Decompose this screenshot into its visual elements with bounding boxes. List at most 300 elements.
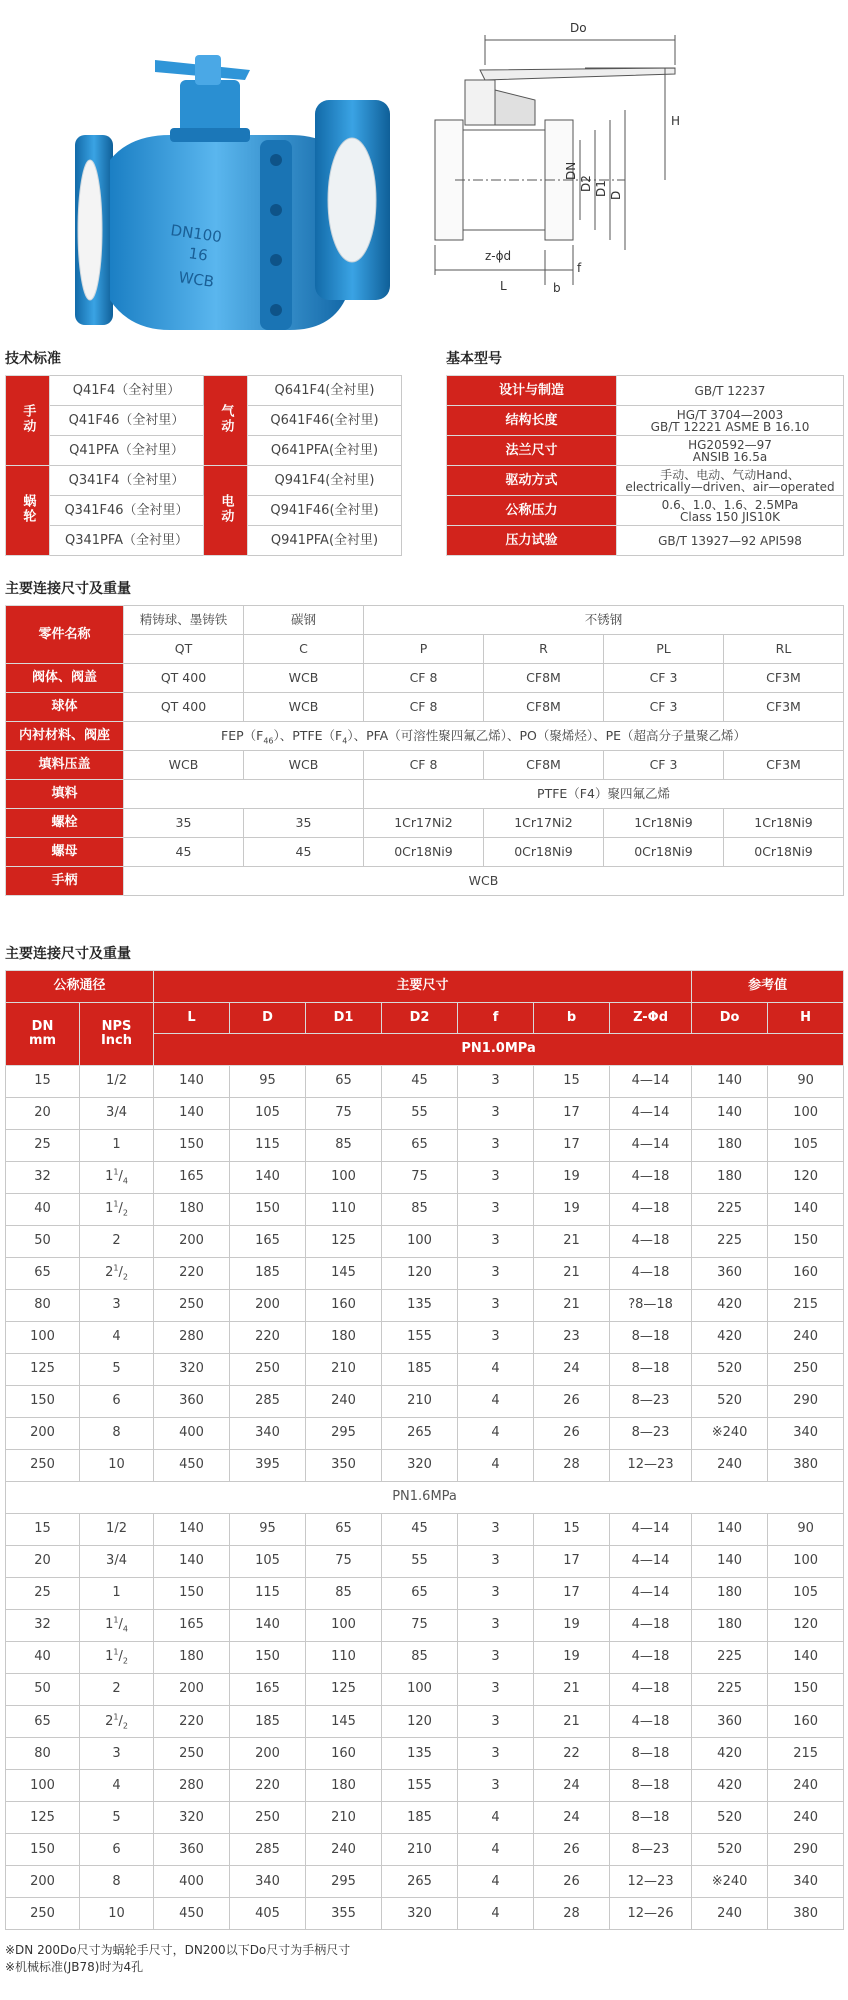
nps-whole: 3/4 bbox=[106, 1105, 127, 1121]
material-cell: 1Cr18Ni9 bbox=[724, 809, 844, 838]
dim-cell: 285 bbox=[230, 1385, 306, 1417]
dim-cell: 135 bbox=[382, 1289, 458, 1321]
nps-value: $1^1/_4$ bbox=[105, 1616, 128, 1635]
handle-label: 手柄 bbox=[6, 867, 124, 896]
nps-frac-den: 4 bbox=[122, 1625, 128, 1635]
dim-cell: 28 bbox=[534, 1449, 610, 1481]
table-row bbox=[6, 376, 402, 406]
dim-cell: 95 bbox=[230, 1065, 306, 1097]
dim-cell: 90 bbox=[768, 1065, 844, 1097]
table-row bbox=[6, 1545, 844, 1577]
dim-cell: 12—23 bbox=[610, 1865, 692, 1897]
grade-code: QT bbox=[124, 635, 244, 664]
dim-cell: 26 bbox=[534, 1385, 610, 1417]
nps-cell bbox=[80, 1577, 154, 1609]
dn-cell: 50 bbox=[6, 1225, 80, 1257]
material-cell: 1Cr17Ni2 bbox=[364, 809, 484, 838]
nps-whole: 1 bbox=[105, 1169, 114, 1185]
nps-value bbox=[112, 1361, 120, 1376]
nps-value bbox=[106, 1521, 127, 1536]
dim-cell: 360 bbox=[692, 1705, 768, 1737]
dim-cell: 150 bbox=[768, 1673, 844, 1705]
dim-cell: 21 bbox=[534, 1705, 610, 1737]
dim-cell: 180 bbox=[306, 1769, 382, 1801]
dim-cell: 160 bbox=[768, 1257, 844, 1289]
dim-cell: 150 bbox=[230, 1641, 306, 1673]
table-row bbox=[6, 1769, 844, 1801]
dim-cell: 180 bbox=[692, 1161, 768, 1193]
dim-cell: 100 bbox=[306, 1609, 382, 1641]
dim-cell: 400 bbox=[154, 1417, 230, 1449]
dim-col-header: L bbox=[154, 1002, 230, 1034]
nps-cell bbox=[80, 1065, 154, 1097]
dim-cell: 140 bbox=[230, 1609, 306, 1641]
label-D1: D1 bbox=[594, 180, 608, 197]
dim-cell: 360 bbox=[692, 1257, 768, 1289]
cast-pn-text: 16 bbox=[187, 244, 209, 265]
table-row bbox=[6, 1225, 844, 1257]
dn-cell: 40 bbox=[6, 1193, 80, 1225]
nps-value bbox=[112, 1842, 120, 1857]
dim-cell: 19 bbox=[534, 1641, 610, 1673]
grade-code: C bbox=[244, 635, 364, 664]
dim-cell: 395 bbox=[230, 1449, 306, 1481]
model-cell: Q41PFA（全衬里） bbox=[50, 436, 204, 466]
table-row bbox=[6, 1002, 844, 1034]
spec-value bbox=[617, 526, 844, 556]
nps-value: $1^1/_2$ bbox=[105, 1199, 128, 1218]
dim-cell: 220 bbox=[154, 1257, 230, 1289]
dim-cell: 21 bbox=[534, 1289, 610, 1321]
dim-cell: 420 bbox=[692, 1737, 768, 1769]
dim-cell: 155 bbox=[382, 1321, 458, 1353]
table-row bbox=[6, 1897, 844, 1929]
dim-cell: 4—18 bbox=[610, 1609, 692, 1641]
dim-cell: ※240 bbox=[692, 1417, 768, 1449]
label-zd: z-ϕd bbox=[485, 249, 512, 263]
dim-cell: 240 bbox=[306, 1833, 382, 1865]
dim-cell: 355 bbox=[306, 1897, 382, 1929]
table-row bbox=[6, 693, 844, 722]
dim-cell: 185 bbox=[230, 1257, 306, 1289]
tech-standard-title: 技术标准 bbox=[5, 351, 61, 367]
nps-cell bbox=[80, 1897, 154, 1929]
table-row bbox=[6, 780, 844, 809]
nps-cell bbox=[80, 1705, 154, 1737]
nps-value bbox=[112, 1137, 120, 1152]
dim-cell: 180 bbox=[154, 1193, 230, 1225]
dim-cell: 4 bbox=[458, 1801, 534, 1833]
dim-cell: 145 bbox=[306, 1705, 382, 1737]
dn-cell: 150 bbox=[6, 1385, 80, 1417]
nps-cell bbox=[80, 1673, 154, 1705]
dim-cell: 380 bbox=[768, 1897, 844, 1929]
dim-cell: 360 bbox=[154, 1385, 230, 1417]
dim-cell: 140 bbox=[692, 1513, 768, 1545]
dim-cell: 4—18 bbox=[610, 1161, 692, 1193]
dim-cell: 85 bbox=[306, 1577, 382, 1609]
lining-value: $FEP(F_{46})$、$PTFE(F_4)$、PFA（可溶性聚四氟乙烯）、PO（聚烯烃）、PE（超高分子量聚乙烯） bbox=[124, 722, 844, 751]
dim-col-header: D2 bbox=[382, 1002, 458, 1034]
dim-cell: 17 bbox=[534, 1577, 610, 1609]
dim-cell: 140 bbox=[692, 1097, 768, 1129]
dim-cell: 295 bbox=[306, 1865, 382, 1897]
pn16-header: PN1.6MPa bbox=[6, 1481, 844, 1513]
model-cell: Q641F46(全衬里) bbox=[248, 406, 402, 436]
dim-cell: 24 bbox=[534, 1801, 610, 1833]
dim-cell: 8—18 bbox=[610, 1353, 692, 1385]
dim-cell: 220 bbox=[230, 1769, 306, 1801]
dim-cell: 4—14 bbox=[610, 1065, 692, 1097]
dim-cell: 285 bbox=[230, 1833, 306, 1865]
dim-cell: 225 bbox=[692, 1225, 768, 1257]
dim-cell: 200 bbox=[230, 1289, 306, 1321]
dim-cell: 55 bbox=[382, 1545, 458, 1577]
dim-cell: 140 bbox=[230, 1161, 306, 1193]
dim-cell: 8—18 bbox=[610, 1769, 692, 1801]
dim-cell: 100 bbox=[382, 1673, 458, 1705]
dim-cell: 22 bbox=[534, 1737, 610, 1769]
material-cell: QT 400 bbox=[124, 664, 244, 693]
dim-cell: 3 bbox=[458, 1193, 534, 1225]
dim-cell: 225 bbox=[692, 1673, 768, 1705]
dim-cell: 165 bbox=[154, 1161, 230, 1193]
material-cell: WCB bbox=[124, 751, 244, 780]
spec-label: 法兰尺寸 bbox=[447, 436, 617, 466]
nps-whole: 6 bbox=[112, 1841, 121, 1857]
dn-cell: 32 bbox=[6, 1161, 80, 1193]
nps-value bbox=[112, 1585, 120, 1600]
dim-cell: 21 bbox=[534, 1673, 610, 1705]
dim-cell: ※240 bbox=[692, 1865, 768, 1897]
dim-cell: 140 bbox=[154, 1097, 230, 1129]
table-row bbox=[6, 1385, 844, 1417]
dim-col-header: b bbox=[534, 1002, 610, 1034]
model-cell: Q341F4（全衬里） bbox=[50, 466, 204, 496]
table-row bbox=[6, 1705, 844, 1737]
material-cell: CF 3 bbox=[604, 751, 724, 780]
dim-cell: 3 bbox=[458, 1737, 534, 1769]
dim-cell: 15 bbox=[534, 1513, 610, 1545]
spec-line: 手动、电动、气动Hand、 bbox=[660, 467, 800, 482]
dim-cell: 3 bbox=[458, 1321, 534, 1353]
group-header-carbon: 碳钢 bbox=[244, 606, 364, 635]
material-cell: 35 bbox=[124, 809, 244, 838]
dim-cell: 105 bbox=[230, 1545, 306, 1577]
dim-cell: 180 bbox=[692, 1609, 768, 1641]
nps-frac-num: 1 bbox=[113, 1167, 119, 1177]
spec-value bbox=[617, 376, 844, 406]
dim-cell: 220 bbox=[154, 1705, 230, 1737]
table-row bbox=[6, 809, 844, 838]
dim-cell: 160 bbox=[306, 1737, 382, 1769]
dim-cell: 75 bbox=[382, 1609, 458, 1641]
material-cell: 0Cr18Ni9 bbox=[484, 838, 604, 867]
nps-cell bbox=[80, 1257, 154, 1289]
material-cell: CF8M bbox=[484, 751, 604, 780]
nps-frac-den: 4 bbox=[122, 1176, 128, 1186]
dim-cell: 340 bbox=[768, 1417, 844, 1449]
dim-cell: 140 bbox=[692, 1545, 768, 1577]
dim-cell: 12—26 bbox=[610, 1897, 692, 1929]
dim-cell: 295 bbox=[306, 1417, 382, 1449]
table-row bbox=[6, 867, 844, 896]
spec-value bbox=[617, 406, 844, 436]
dim-cell: 105 bbox=[230, 1097, 306, 1129]
table-row bbox=[6, 1833, 844, 1865]
nps-cell bbox=[80, 1833, 154, 1865]
material-cell: CF 3 bbox=[604, 664, 724, 693]
nps-value bbox=[106, 1553, 127, 1568]
nps-frac-num: 1 bbox=[113, 1648, 119, 1658]
nps-whole: 2 bbox=[112, 1233, 121, 1249]
dim-cell: 320 bbox=[154, 1353, 230, 1385]
nps-frac-den: 2 bbox=[122, 1208, 128, 1218]
dim-cell: 4 bbox=[458, 1449, 534, 1481]
dn-cell: 250 bbox=[6, 1897, 80, 1929]
dim-cell: 165 bbox=[230, 1225, 306, 1257]
dim-cell: 215 bbox=[768, 1737, 844, 1769]
dn-cell: 40 bbox=[6, 1641, 80, 1673]
dim-cell: 65 bbox=[382, 1577, 458, 1609]
dim-cell: 185 bbox=[382, 1801, 458, 1833]
dim-cell: 200 bbox=[230, 1737, 306, 1769]
dim-cell: 4—18 bbox=[610, 1641, 692, 1673]
nps-value bbox=[112, 1425, 120, 1440]
spec-label: 公称压力 bbox=[447, 496, 617, 526]
material-cell: QT 400 bbox=[124, 693, 244, 722]
dim-cell: 3 bbox=[458, 1129, 534, 1161]
dim-cell: 8—18 bbox=[610, 1321, 692, 1353]
dim-cell: 100 bbox=[768, 1097, 844, 1129]
dim-cell: 140 bbox=[768, 1193, 844, 1225]
table-row bbox=[447, 496, 844, 526]
nps-value bbox=[106, 1073, 127, 1088]
group-worm: 蜗轮 bbox=[6, 466, 50, 556]
table-row bbox=[447, 526, 844, 556]
nps-frac-num: 1 bbox=[113, 1616, 119, 1626]
nps-whole: 5 bbox=[112, 1809, 121, 1825]
dim-cell: 3 bbox=[458, 1225, 534, 1257]
material-cell: CF3M bbox=[724, 751, 844, 780]
dim-cell: 17 bbox=[534, 1129, 610, 1161]
dn-cell: 65 bbox=[6, 1257, 80, 1289]
dimension-drawing bbox=[425, 10, 845, 310]
dn-cell: 80 bbox=[6, 1737, 80, 1769]
dim-cell: 65 bbox=[382, 1129, 458, 1161]
table-row bbox=[6, 1257, 844, 1289]
dim-cell: 250 bbox=[154, 1737, 230, 1769]
table-row bbox=[6, 635, 844, 664]
dim-cell: 45 bbox=[382, 1513, 458, 1545]
nps-cell bbox=[80, 1737, 154, 1769]
materials-title: 主要连接尺寸及重量 bbox=[5, 581, 131, 597]
table-row bbox=[6, 1801, 844, 1833]
spec-line: HG/T 3704—2003 bbox=[676, 407, 784, 422]
dim-cell: 185 bbox=[230, 1705, 306, 1737]
dim-cell: 320 bbox=[382, 1449, 458, 1481]
dim-cell: 450 bbox=[154, 1449, 230, 1481]
dim-cell: 520 bbox=[692, 1801, 768, 1833]
group-manual: 手动 bbox=[6, 376, 50, 466]
dim-cell: 140 bbox=[154, 1513, 230, 1545]
nps-cell bbox=[80, 1353, 154, 1385]
table-row bbox=[6, 1129, 844, 1161]
table-row bbox=[6, 1481, 844, 1513]
dim-cell: 100 bbox=[768, 1545, 844, 1577]
dim-cell: 8—18 bbox=[610, 1801, 692, 1833]
dim-cell: 380 bbox=[768, 1449, 844, 1481]
packing-label: 填料 bbox=[6, 780, 124, 809]
dn-cell: 50 bbox=[6, 1673, 80, 1705]
top-illustrations bbox=[0, 0, 848, 340]
dim-cell: 220 bbox=[230, 1321, 306, 1353]
dim-cell: 240 bbox=[306, 1385, 382, 1417]
dim-cell: 210 bbox=[306, 1801, 382, 1833]
packing-empty bbox=[124, 780, 364, 809]
spec-line: GB/T 12221 ASME B 16.10 bbox=[650, 419, 810, 434]
table-row bbox=[6, 838, 844, 867]
dim-cell: 180 bbox=[154, 1641, 230, 1673]
dim-cell: 145 bbox=[306, 1257, 382, 1289]
dim-cell: 120 bbox=[382, 1705, 458, 1737]
dim-cell: 180 bbox=[306, 1321, 382, 1353]
spec-line: electrically—driven、air—operated bbox=[625, 479, 835, 494]
dim-cell: 4 bbox=[458, 1417, 534, 1449]
dn-header: DN mm bbox=[6, 1002, 80, 1065]
dim-cell: 150 bbox=[768, 1225, 844, 1257]
dim-cell: 360 bbox=[154, 1833, 230, 1865]
table-row bbox=[447, 406, 844, 436]
spec-line: ANSIB 16.5a bbox=[692, 449, 768, 464]
grade-code: RL bbox=[724, 635, 844, 664]
nps-frac-num: 1 bbox=[113, 1199, 119, 1209]
dim-cell: 75 bbox=[306, 1097, 382, 1129]
dim-cell: 90 bbox=[768, 1513, 844, 1545]
dn-cell: 150 bbox=[6, 1833, 80, 1865]
nps-whole: 8 bbox=[112, 1873, 121, 1889]
dim-cell: 3 bbox=[458, 1065, 534, 1097]
dim-cell: 4—14 bbox=[610, 1577, 692, 1609]
dim-cell: 150 bbox=[154, 1129, 230, 1161]
dim-col-header: f bbox=[458, 1002, 534, 1034]
nps-value: $1^1/_4$ bbox=[105, 1167, 128, 1186]
dim-cell: 140 bbox=[154, 1545, 230, 1577]
table-row bbox=[6, 1097, 844, 1129]
nps-whole: 2 bbox=[105, 1265, 114, 1281]
dim-cell: 4—18 bbox=[610, 1257, 692, 1289]
nominal-header: 公称通径 bbox=[6, 971, 154, 1003]
table-row bbox=[6, 1513, 844, 1545]
nps-cell bbox=[80, 1417, 154, 1449]
part-label: 填料压盖 bbox=[6, 751, 124, 780]
table-row bbox=[6, 751, 844, 780]
model-cell: Q341F46（全衬里） bbox=[50, 496, 204, 526]
dim-cell: 3 bbox=[458, 1545, 534, 1577]
part-label: 阀体、阀盖 bbox=[6, 664, 124, 693]
nps-value bbox=[112, 1778, 120, 1793]
model-cell: Q941F46(全衬里) bbox=[248, 496, 402, 526]
material-cell: CF8M bbox=[484, 693, 604, 722]
dim-col-header: D bbox=[230, 1002, 306, 1034]
label-L: L bbox=[500, 279, 507, 293]
dim-cell: 240 bbox=[692, 1449, 768, 1481]
nps-frac-den: 2 bbox=[122, 1657, 128, 1667]
dim-cell: 180 bbox=[692, 1577, 768, 1609]
dim-cell: 340 bbox=[768, 1865, 844, 1897]
dn-cell: 32 bbox=[6, 1609, 80, 1641]
dim-cell: 19 bbox=[534, 1609, 610, 1641]
dim-cell: 105 bbox=[768, 1577, 844, 1609]
dim-cell: 17 bbox=[534, 1545, 610, 1577]
nps-value bbox=[108, 1457, 125, 1472]
dim-cell: 23 bbox=[534, 1321, 610, 1353]
dim-cell: 85 bbox=[382, 1193, 458, 1225]
dim-cell: 110 bbox=[306, 1193, 382, 1225]
dim-cell: 265 bbox=[382, 1865, 458, 1897]
dim-cell: 210 bbox=[306, 1353, 382, 1385]
dim-cell: 3 bbox=[458, 1161, 534, 1193]
dim-cell: 125 bbox=[306, 1673, 382, 1705]
dim-cell: 265 bbox=[382, 1417, 458, 1449]
nps-cell bbox=[80, 1385, 154, 1417]
dim-cell: 340 bbox=[230, 1417, 306, 1449]
dim-cell: ?8—18 bbox=[610, 1289, 692, 1321]
dim-cell: 420 bbox=[692, 1769, 768, 1801]
nps-whole: 2 bbox=[105, 1713, 114, 1729]
spec-line: GB/T 13927—92 API598 bbox=[658, 533, 802, 548]
dn-cell: 125 bbox=[6, 1801, 80, 1833]
dn-cell: 20 bbox=[6, 1097, 80, 1129]
dn-cell: 15 bbox=[6, 1065, 80, 1097]
dim-col-header: Do bbox=[692, 1002, 768, 1034]
material-cell: CF 8 bbox=[364, 693, 484, 722]
nps-cell bbox=[80, 1769, 154, 1801]
table-row bbox=[6, 1321, 844, 1353]
table-row bbox=[6, 664, 844, 693]
grade-code: P bbox=[364, 635, 484, 664]
table-row bbox=[6, 722, 844, 751]
part-label: 螺母 bbox=[6, 838, 124, 867]
dim-cell: 26 bbox=[534, 1865, 610, 1897]
spec-line: Class 150 JIS10K bbox=[680, 509, 780, 524]
nps-whole: 1 bbox=[112, 1585, 121, 1601]
dim-cell: 150 bbox=[154, 1577, 230, 1609]
spec-value bbox=[617, 436, 844, 466]
dim-cell: 4—14 bbox=[610, 1545, 692, 1577]
nps-whole: 1 bbox=[105, 1201, 114, 1217]
part-name-header: 零件名称 bbox=[6, 606, 124, 664]
dim-cell: 140 bbox=[692, 1065, 768, 1097]
material-cell: CF8M bbox=[484, 664, 604, 693]
dim-cell: 215 bbox=[768, 1289, 844, 1321]
cast-mat-text: WCB bbox=[177, 268, 216, 291]
model-cell: Q41F46（全衬里） bbox=[50, 406, 204, 436]
table-row bbox=[6, 1161, 844, 1193]
dim-cell: 45 bbox=[382, 1065, 458, 1097]
part-label: 球体 bbox=[6, 693, 124, 722]
dim-cell: 520 bbox=[692, 1353, 768, 1385]
dn-cell: 250 bbox=[6, 1449, 80, 1481]
dim-cell: 120 bbox=[382, 1257, 458, 1289]
material-cell: 35 bbox=[244, 809, 364, 838]
nps-frac-num: 1 bbox=[113, 1712, 119, 1722]
nps-cell bbox=[80, 1321, 154, 1353]
dim-cell: 26 bbox=[534, 1417, 610, 1449]
table-row bbox=[6, 1641, 844, 1673]
spec-line: 0.6、1.0、1.6、2.5MPa bbox=[661, 497, 799, 512]
dn-cell: 200 bbox=[6, 1865, 80, 1897]
